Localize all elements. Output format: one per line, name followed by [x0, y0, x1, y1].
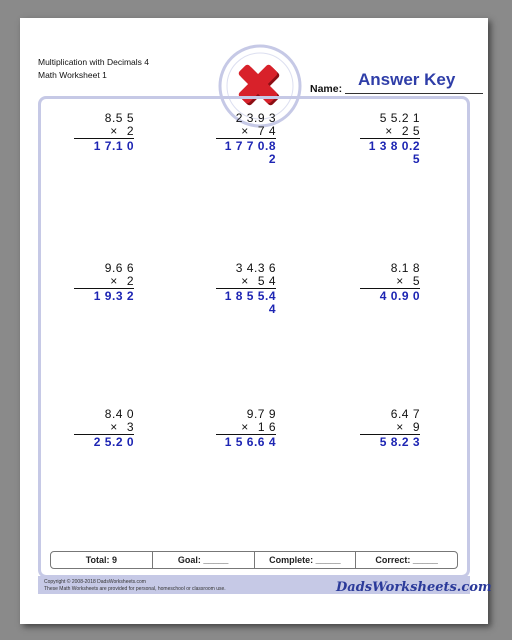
times-sign: × — [110, 123, 118, 138]
times-sign: × — [396, 273, 404, 288]
multiplicand: 5 5.2 1 — [379, 111, 420, 125]
problem-8 — [216, 408, 276, 449]
title-line-2: Math Worksheet 1 — [38, 70, 107, 80]
problem-3 — [360, 112, 420, 165]
answer: 1 8 5 5.4 4 — [224, 289, 276, 316]
problem-6 — [360, 262, 420, 303]
multiplicand: 2 3.9 3 — [235, 111, 276, 125]
answer: 1 3 8 0.2 5 — [368, 139, 420, 166]
multiplicand: 3 4.3 6 — [235, 261, 276, 275]
answer: 5 8.2 3 — [379, 435, 420, 449]
problem-2 — [216, 112, 276, 165]
multiplier: 7 4 — [257, 123, 276, 138]
times-sign: × — [241, 273, 249, 288]
multiplier: 2 — [126, 123, 134, 138]
score-table — [50, 551, 458, 569]
name-line — [345, 93, 483, 94]
title-line-1: Multiplication with Decimals 4 — [38, 57, 150, 67]
times-sign: × — [385, 123, 393, 138]
answer: 4 0.9 0 — [379, 289, 420, 303]
times-sign: × — [110, 419, 118, 434]
name-label: Name: — [310, 83, 343, 95]
complete-cell: Complete: _____ — [255, 552, 357, 568]
multiplicand: 9.6 6 — [104, 261, 134, 275]
times-sign: × — [241, 419, 249, 434]
correct-cell: Correct: _____ — [375, 555, 438, 565]
goal-cell: Goal: _____ — [153, 552, 255, 568]
worksheet-title — [38, 56, 149, 82]
answer: 1 7.1 0 — [93, 139, 134, 153]
total-cell: Total: 9 — [51, 552, 153, 568]
multiplicand: 8.1 8 — [390, 261, 420, 275]
problems-frame — [38, 96, 470, 578]
multiplicand: 6.4 7 — [390, 407, 420, 421]
problem-1 — [74, 112, 134, 153]
answer: 1 5 6.6 4 — [224, 435, 276, 449]
copyright-text — [44, 579, 226, 592]
multiplier: 5 — [412, 273, 420, 288]
times-sign: × — [241, 123, 249, 138]
name-field — [310, 56, 486, 95]
multiplier: 5 4 — [257, 273, 276, 288]
multiplicand: 8.4 0 — [104, 407, 134, 421]
problem-4 — [74, 262, 134, 303]
brand-logo: DadsWorksheets.com — [336, 580, 492, 595]
multiplier: 3 — [126, 419, 134, 434]
answer-key-label: Answer Key — [358, 70, 456, 89]
times-sign: × — [110, 273, 118, 288]
worksheet-page — [20, 18, 492, 624]
problem-5 — [216, 262, 276, 315]
multiplicand: 9.7 9 — [246, 407, 276, 421]
multiplier: 9 — [412, 419, 420, 434]
answer: 1 7 7 0.8 2 — [224, 139, 276, 166]
answer: 2 5.2 0 — [93, 435, 134, 449]
answer: 1 9.3 2 — [93, 289, 134, 303]
multiplier: 1 6 — [257, 419, 276, 434]
problem-9 — [360, 408, 420, 449]
multiplier: 2 5 — [401, 123, 420, 138]
multiplicand: 8.5 5 — [104, 111, 134, 125]
multiplier: 2 — [126, 273, 134, 288]
copyright-line-2: These Math Worksheets are provided for personal, homeschool or classroom use. — [44, 585, 226, 592]
problem-7 — [74, 408, 134, 449]
times-sign: × — [396, 419, 404, 434]
copyright-line-1: Copyright © 2008-2018 DadsWorksheets.com — [44, 579, 146, 585]
